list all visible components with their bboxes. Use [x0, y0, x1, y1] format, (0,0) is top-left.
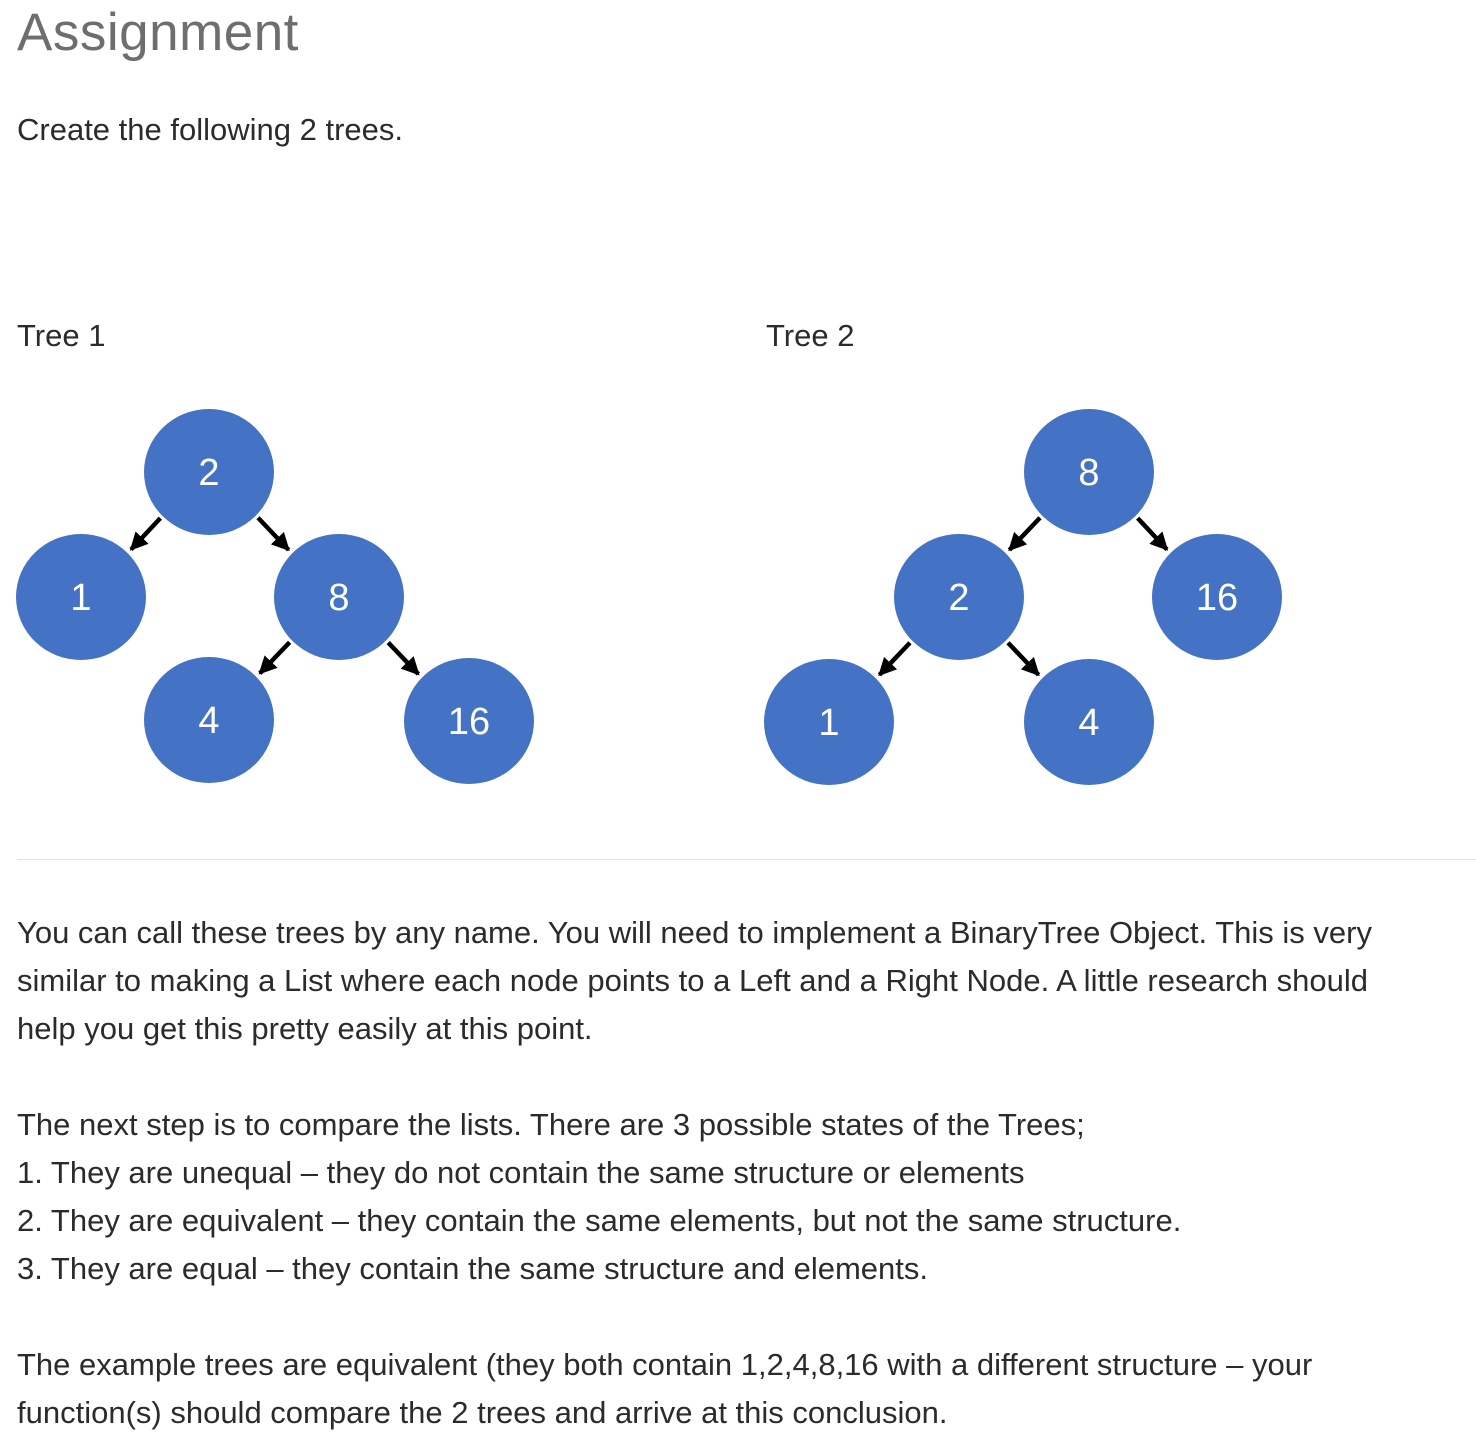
paragraph-line: You can call these trees by any name. You will need to implement a BinaryTree Object. This is very: [17, 915, 1372, 950]
paragraph-line: function(s) should compare the 2 trees and arrive at this conclusion.: [17, 1395, 948, 1430]
tree-node-2: [894, 534, 1024, 660]
tree-edge-arrow: [879, 643, 910, 675]
tree-node-value: 2: [198, 452, 220, 494]
paragraph-line: similar to making a List where each node points to a Left and a Right Node. A little research should: [17, 963, 1368, 998]
paragraph-line: help you get this pretty easily at this point.: [17, 1011, 593, 1046]
paragraph-line: The example trees are equivalent (they both contain 1,2,4,8,16 with a different structure – your: [17, 1347, 1313, 1382]
tree-node-value: 1: [70, 577, 92, 619]
paragraph-implementation: [17, 909, 1472, 1053]
paragraph-conclusion: [17, 1341, 1472, 1437]
tree-edge-arrow: [388, 643, 418, 675]
tree-node-value: 4: [1078, 702, 1100, 744]
tree-node-value: 8: [1078, 452, 1100, 494]
tree-node-16: [404, 658, 534, 784]
intro-text: Create the following 2 trees.: [17, 112, 403, 147]
tree-node-2: [144, 409, 274, 535]
tree-2-label: Tree 2: [766, 318, 855, 353]
tree-node-value: 4: [198, 700, 220, 742]
tree-node-value: 8: [328, 577, 350, 619]
paragraph-line: The next step is to compare the lists. There are 3 possible states of the Trees;: [17, 1107, 1085, 1142]
paragraph-comparison-states: [17, 1101, 1472, 1293]
page-title: Assignment: [17, 3, 299, 62]
tree-2-diagram: [749, 400, 1289, 790]
tree-node-1: [764, 659, 894, 785]
tree-node-4: [144, 657, 274, 783]
tree-edge-arrow: [1008, 643, 1039, 675]
tree-1-label: Tree 1: [17, 318, 106, 353]
tree-node-value: 16: [1195, 577, 1239, 619]
tree-node-16: [1152, 534, 1282, 660]
tree-node-value: 2: [948, 577, 970, 619]
tree-node-8: [274, 534, 404, 660]
tree-edge-arrow: [258, 518, 289, 550]
list-item-equivalent: 2. They are equivalent – they contain the same elements, but not the same structure.: [17, 1203, 1182, 1238]
section-divider: [17, 859, 1476, 860]
list-item-unequal: 1. They are unequal – they do not contain the same structure or elements: [17, 1155, 1025, 1190]
list-item-equal: 3. They are equal – they contain the same structure and elements.: [17, 1251, 929, 1286]
tree-node-value: 16: [447, 701, 491, 743]
tree-node-4: [1024, 659, 1154, 785]
tree-node-1: [16, 534, 146, 660]
tree-1-diagram: [0, 400, 540, 790]
tree-edge-arrow: [1138, 518, 1167, 549]
tree-edge-arrow: [1009, 518, 1040, 550]
tree-edge-arrow: [131, 518, 160, 549]
tree-node-8: [1024, 409, 1154, 535]
tree-node-value: 1: [818, 702, 840, 744]
tree-edge-arrow: [260, 642, 290, 673]
